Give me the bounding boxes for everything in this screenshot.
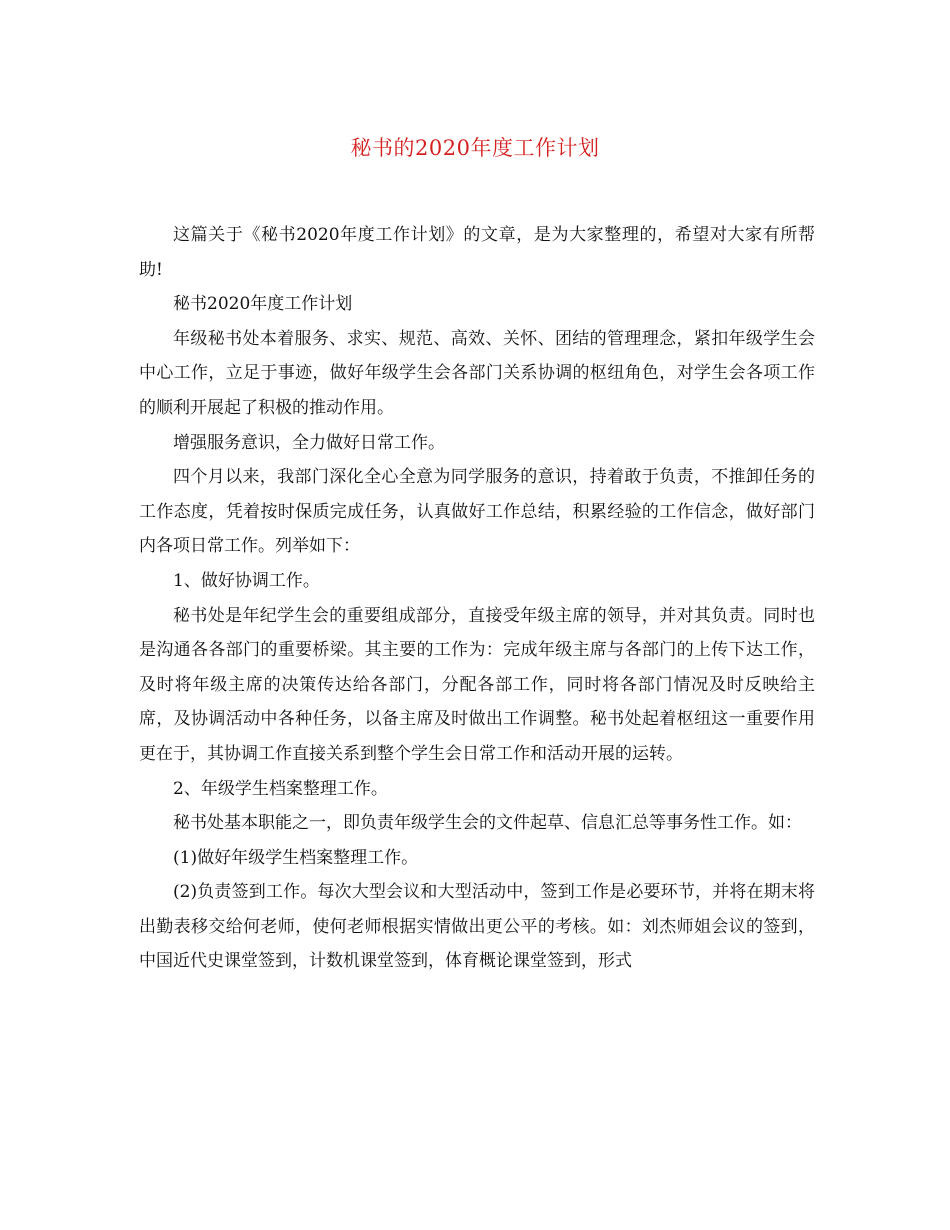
body-paragraph: 四个月以来，我部门深化全心全意为同学服务的意识，持着敢于负责，不推卸任务的工作态度，凭着按时保质完成任务，认真做好工作总结，积累经验的工作信念，做好部门内各项日常工作。列举如下： bbox=[139, 467, 815, 557]
list-item: (2)负责签到工作。每次大型会议和大型活动中，签到工作是必要环节，并将在期末将出勤表移交给何老师，使何老师根据实情做出更公平的考核。如：刘杰师姐会议的签到，中国近代史课堂签到，计数机课堂签到，体育概论课堂签到，形式 bbox=[139, 882, 815, 972]
document-title: 秘书的2020年度工作计划 bbox=[350, 136, 600, 160]
list-item: (1)做好年级学生档案整理工作。 bbox=[173, 847, 419, 868]
list-heading: 2、年级学生档案整理工作。 bbox=[173, 778, 388, 799]
intro-paragraph: 这篇关于《秘书2020年度工作计划》的文章，是为大家整理的，希望对大家有所帮助! bbox=[139, 225, 815, 280]
subtitle-paragraph: 秘书2020年度工作计划 bbox=[173, 294, 353, 315]
body-paragraph: 秘书处基本职能之一，即负责年级学生会的文件起草、信息汇总等事务性工作。如： bbox=[173, 813, 802, 834]
list-heading: 1、做好协调工作。 bbox=[173, 570, 320, 591]
body-paragraph: 秘书处是年纪学生会的重要组成部分，直接受年级主席的领导，并对其负责。同时也是沟通各各部门的重要桥梁。其主要的工作为：完成年级主席与各部门的上传下达工作，及时将年级主席的决策传达给各部门，分配各部工作，同时将各部门情况及时反映给主席，及协调活动中各种任务，以备主席及时做出工作调整。秘书处起着枢纽这一重要作用更在于，其协调工作直接关系到整个学生会日常工作和活动开展的运转。 bbox=[139, 605, 815, 764]
section-heading: 增强服务意识，全力做好日常工作。 bbox=[173, 432, 445, 453]
document-body bbox=[139, 218, 815, 979]
body-paragraph: 年级秘书处本着服务、求实、规范、高效、关怀、团结的管理理念，紧扣年级学生会中心工作，立足于事迹，做好年级学生会各部门关系协调的枢纽角色，对学生会各项工作的顺利开展起了积极的推动作用。 bbox=[139, 328, 815, 418]
